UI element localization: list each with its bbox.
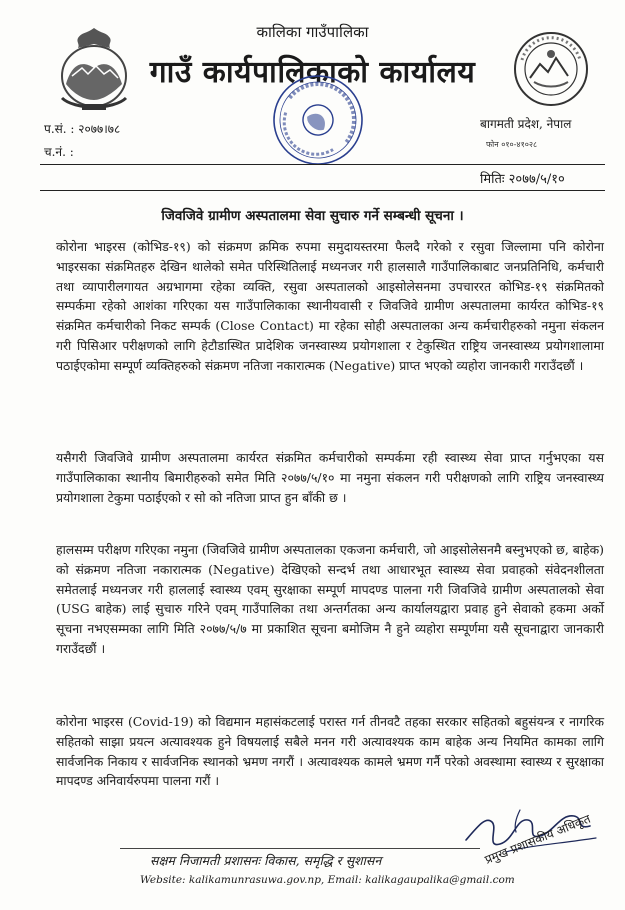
- notice-date: मितिः २०७७/५/१०: [480, 172, 565, 187]
- paragraph-3: हालसम्म परीक्षण गरिएका नमुना (जिवजिवे ग्रामीण अस्पतालका एकजना कर्मचारी, जो आइसोलेसनमै बस्नुभएको छ, बाहेक) को संक्रमण नतिजा नकारात्मक (Negative) देखिएको सन्दर्भ तथा आधारभूत स्वास्थ्य सेवा प्रवाहको संवेदनशीलता समेतलाई मध्यनजर गरी हाललाई स्वास्थ्य एवम् सुरक्षाका सम्पूर्ण मापदण्ड पालना गरी जिवजिवे ग्रामीण अस्पतालको सेवा (USG बाहेक) लाई सुचारु गरिने एवम् गाउँपालिका तथा अन्तर्गतका अन्य कार्यालयद्वारा प्रवाह हुने सेवाको हकमा अर्को सूचना नभएसम्मका लागि मिति २०७७/५/७ मा प्रकाशित सूचना बमोजिम नै हुने व्यहोरा सम्पूर्णमा यसै सूचनाद्वारा जानकारी गराउँदछौं ।: [56, 542, 604, 656]
- footer-contact: Website: kalikamunrasuwa.gov.np, Email: kalikagaupalika@gmail.com: [140, 874, 515, 886]
- notice-subject: जिवजिवे ग्रामीण अस्पतालमा सेवा सुचारु गर्ने सम्बन्धी सूचना ।: [161, 208, 464, 224]
- phone-number: फोन ०१०-४१०२८: [486, 140, 538, 149]
- dispatch-number: च.नं. :: [44, 145, 74, 159]
- paragraph-1: कोरोना भाइरस (कोभिड-१९) को संक्रमण क्रमिक रुपमा समुदायस्तरमा फैलदै गरेको र रसुवा जिल्लामा पनि कोरोना भाइरसका संक्रमितहरु देखिन थालेको समेत परिस्थितिलाई मध्यनजर गरी हालसालै गाउँपालिकाबाट जनप्रतिनिधि, कर्मचारी तथा व्यापारीलगायत अग्रभागमा रहेका व्यक्ति, रसुवा अस्पतालको आइसोलेसनमा उपचाररत कोभिड-१९ संक्रमितको सम्पर्कमा रहेको आशंका गरिएका यस गाउँपालिकाका स्थानीयवासी र जिवजिवे ग्रामीण अस्पतालमा कार्यरत कोभिड-१९ संक्रमित कर्मचारीको निकट सम्पर्क (Close Contact) मा रहेका सोही अस्पतालका अन्य कर्मचारीहरुको नमुना संकलन गरी पिसिआर परीक्षणको लागि हेटौडास्थित प्रादेशिक जनस्वास्थ्य प्रयोगशाला र टेकुस्थित राष्ट्रिय जनस्वास्थ्य प्रयोगशालामा पठाईएकोमा सम्पूर्ण व्यक्तिहरुको संक्रमण नतिजा नकारात्मक (Negative) प्राप्त भएको व्यहोरा जानकारी गराउँदछौं ।: [56, 239, 604, 373]
- municipality-name: कालिका गाउँपालिका: [256, 23, 369, 41]
- province-label: बागमती प्रदेश, नेपाल: [480, 117, 572, 131]
- footer-motto: सक्षम निजामती प्रशासनः विकास, समृद्धि र सुशासन: [150, 853, 382, 868]
- official-stamp-icon: [270, 72, 366, 168]
- paragraph-2: यसैगरी जिवजिवे ग्रामीण अस्पतालमा कार्यरत संक्रमित कर्मचारीको सम्पर्कमा रही स्वास्थ्य सेवा प्राप्त गर्नुभएका यस गाउँपालिकाका स्थानीय बिमारीहरुको समेत मिति २०७७/५/१० मा नमुना संकलन गरी परीक्षणको लागि राष्ट्रिय जनस्वास्थ्य प्रयोगशाला टेकुमा पठाईएको र सो को नतिजा प्राप्त हुन बाँकी छ ।: [56, 450, 604, 505]
- date-divider: [40, 190, 605, 191]
- reference-number: प.सं. : २०७७।७८: [44, 122, 121, 136]
- paragraph-4: कोरोना भाइरस (Covid-19) को विद्यमान महासंकटलाई परास्त गर्न तीनवटै तहका सरकार सहितको बहुसंयन्त्र र नागरिक सहितको साझा प्रयत्न अत्यावश्यक हुने विषयलाई सबैले मनन गरी अत्यावश्यक काम बाहेक अन्य नियमित कामका लागि सार्वजनिक निकाय र सार्वजनिक स्थानको भ्रमण नगरौं । अत्यावश्यक कामले भ्रमण गर्नै परेको अवस्थामा स्वास्थ्य र सुरक्षाका मापदण्ड अनिवार्यरुपमा पालना गरौं ।: [56, 714, 604, 789]
- header-divider: [40, 164, 605, 165]
- municipality-logo-icon: [512, 30, 590, 108]
- office-title: गाउँ कार्यपालिकाको कार्यालय: [149, 55, 476, 90]
- footer-divider: [120, 848, 480, 849]
- signatory-designation: प्रमुख प्रशासकीय अधिकृत: [482, 811, 593, 867]
